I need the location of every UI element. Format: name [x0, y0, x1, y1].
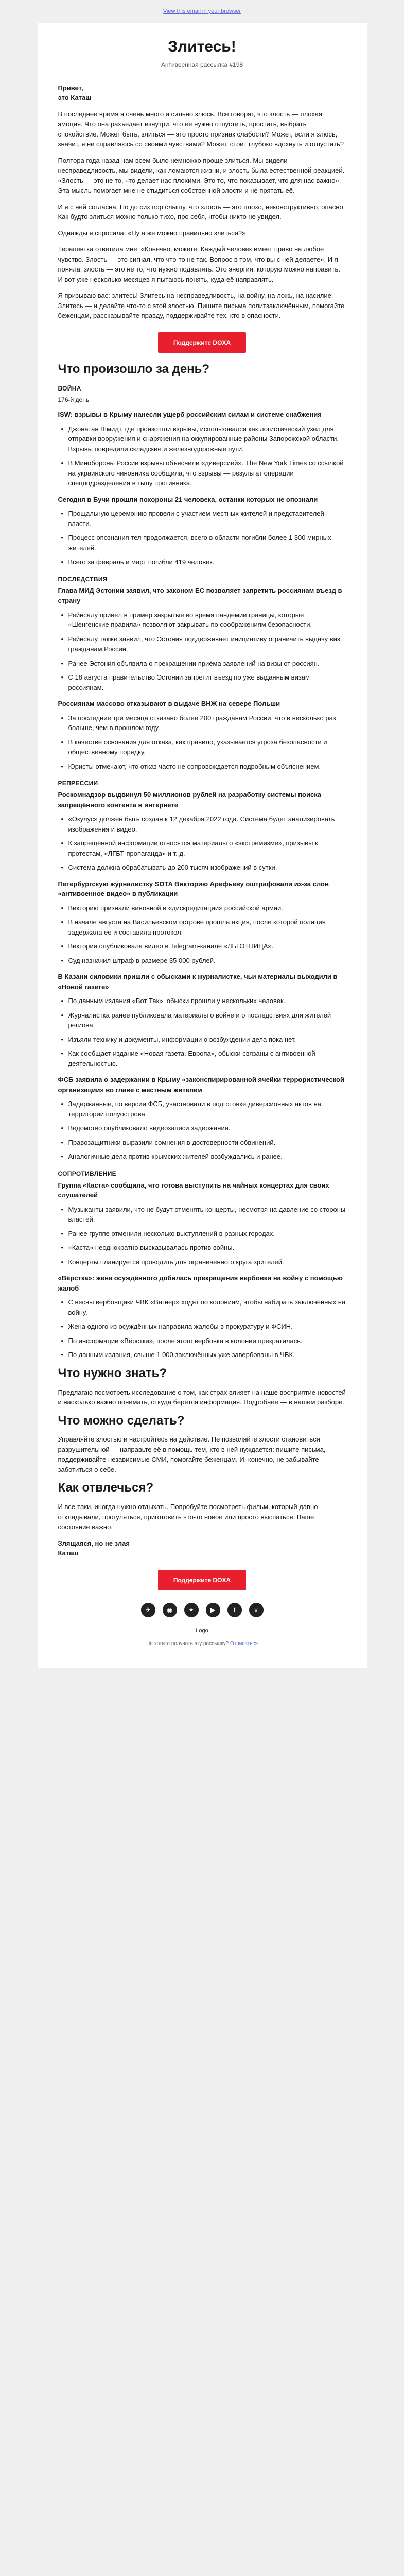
news-list — [58, 509, 346, 567]
news-list — [58, 903, 346, 966]
list-item: • Рейнсалу привёл в пример закрытые во время пандемии границы, которые «Шенгенские правила» позволяют закрывать по соображениям безопасности. — [58, 610, 346, 630]
news-block-title: Группа «Каста» сообщила, что готова выступить на чайных концертах для своих слушателей — [58, 1181, 329, 1199]
intro-paragraph-3: И я с ней согласна. Но до сих пор слышу, что злость — это плохо, неконструктивно, опасно. Как будто злиться можно только тихо, про себя, чтобы никто не увидел. — [58, 202, 345, 221]
instagram-icon[interactable]: ◉ — [163, 1603, 177, 1617]
youtube-icon[interactable]: ▶ — [206, 1603, 220, 1617]
list-item: • Аналогичные дела против крымских жителей возбуждались и ранее. — [58, 1151, 346, 1162]
news-list — [58, 814, 346, 873]
list-item: • Рейнсалу также заявил, что Эстония поддерживает инициативу ограничить выдачу виз гражданам России. — [58, 634, 346, 654]
list-item: • Система должна обрабатывать до 200 тысяч изображений в сутки. — [58, 862, 346, 873]
news-block-title: Петербургскую журналистку SOTA Викторию Арефьеву оштрафовали из-за слов «антивоенное видео» в публикации — [58, 879, 329, 898]
list-item: • Ведомство опубликовало видеозаписи задержания. — [58, 1123, 346, 1133]
list-item: • В начале августа на Васильевском острове прошла акция, после которой полиция задержала её и составила протокол. — [58, 917, 346, 937]
support-doxa-button[interactable]: Поддержите DOXA — [158, 332, 246, 353]
war-label: ВОЙНА — [58, 385, 81, 393]
list-item: • Жена одного из осуждённых направила жалобы в прокуратуру и ФСИН. — [58, 1321, 346, 1332]
list-item: • По данным издания «Вот Так», обыски прошли у нескольких человек. — [58, 996, 346, 1006]
topbar — [0, 0, 404, 23]
news-list — [58, 713, 346, 772]
news-list — [58, 1205, 346, 1267]
list-item: • С весны вербовщики ЧВК «Вагнер» ходят по колониям, чтобы набирать заключённых на войну. — [58, 1297, 346, 1317]
support-doxa-button-bottom[interactable]: Поддержите DOXA — [158, 1570, 246, 1590]
news-block-title: В Казани силовики пришли с обысками к журналистке, чьи материалы выходили в «Новой газете» — [58, 973, 338, 991]
list-item: • Музыканты заявили, что не будут отменять концерты, несмотря на давление со стороны властей. — [58, 1205, 346, 1225]
resistance-label: СОПРОТИВЛЕНИЕ — [58, 1170, 116, 1177]
email-subtitle: Антивоенная рассылка #198 — [161, 61, 243, 69]
telegram-icon[interactable]: ✈ — [141, 1603, 155, 1617]
section-heading-relax: Как отвлечься? — [58, 1481, 154, 1495]
section-heading-what-to-know: Что нужно знать? — [58, 1366, 167, 1380]
list-item: • Виктория опубликовала видео в Telegram-канале «ЛЬГОТНИЦА». — [58, 941, 346, 952]
greeting: Привет, это Каташ — [58, 83, 92, 101]
list-item: • «Окулус» должен быть создан к 12 декабря 2022 года. Система будет анализировать изображения и видео. — [58, 814, 346, 834]
unsubscribe-text: Не хотите получать эту рассылку? — [146, 1641, 229, 1647]
list-item: • Процесс опознания тел продолжается, всего в области погибли более 1 300 мирных жителей. — [58, 533, 346, 553]
list-item: • По информации «Вёрстки», после этого вербовка в колонии прекратилась. — [58, 1336, 346, 1346]
list-item: • В качестве основания для отказа, как правило, указывается угроза безопасности и общественному порядку. — [58, 737, 346, 757]
news-block-title: Роскомнадзор выдвинул 50 миллионов рублей на разработку системы поиска запрещённого контента в интернете — [58, 791, 321, 809]
list-item: • Прощальную церемонию провели с участием местных жителей и представителей власти. — [58, 509, 346, 529]
list-item: • Юристы отмечают, что отказ часто не сопровождается подробным объяснением. — [58, 761, 346, 772]
list-item: • Как сообщает издание «Новая газета. Европа», обыски связаны с антивоенной деятельностью. — [58, 1048, 346, 1069]
list-item: • Концерты планируется проводить для ограниченного круга зрителей. — [58, 1257, 346, 1267]
unsubscribe-line — [58, 1640, 346, 1648]
repression-label: РЕПРЕССИИ — [58, 779, 98, 787]
intro-paragraph-5: Терапевтка ответила мне: «Конечно, можете. Каждый человек имеет право на любое чувство. Злость — это сигнал, что что-то не так. Вопрос в том, что вы с ней делаете». И я поняла: злость — это не то, что нужно подавлять. Это энергия, которую можно направить. И вот уже несколько месяцев я пытаюсь понять, куда её направлять. — [58, 245, 340, 283]
list-item: • Викторию признали виновной в «дискредитации» российской армии. — [58, 903, 346, 913]
list-item: • Всего за февраль и март погибли 419 человек. — [58, 557, 346, 567]
section-heading-what-happened: Что произошло за день? — [58, 362, 210, 376]
view-in-browser-link[interactable]: View this email in your browser — [163, 8, 241, 14]
section-heading-what-to-do: Что можно сделать? — [58, 1413, 185, 1428]
list-item: • Журналистка ранее публиковала материалы о войне и о последствиях для жителей региона. — [58, 1010, 346, 1030]
news-list — [58, 610, 346, 693]
sign-off: Злящаяся, но не злая Каташ — [58, 1539, 130, 1557]
news-block-title: Сегодня в Бучи прошли похороны 21 человека, останки которых не опознали — [58, 495, 318, 503]
what-to-know-paragraph: Предлагаю посмотреть исследование о том, как страх влияет на наше восприятие новостей и насколько важно понимать, откуда берётся информация. Подробнее — в нашем разборе. — [58, 1388, 346, 1406]
cta-wrap-top — [58, 332, 346, 353]
list-item: • «Каста» неоднократно высказывалась против войны. — [58, 1243, 346, 1253]
unsubscribe-link[interactable]: Отписаться — [230, 1641, 258, 1647]
what-to-do-paragraph: Управляйте злостью и настройтесь на действие. Не позволяйте злости становиться разрушительной — направьте её в помощь тем, кто в ней нуждается: пишите письма, поддерживайте независимые СМИ, помогайте беженцам. И, конечно, не забывайте заботиться о себе. — [58, 1435, 326, 1473]
news-block-title: ISW: взрывы в Крыму нанесли ущерб российским силам и системе снабжения — [58, 411, 322, 419]
list-item: • По данным издания, свыше 1 000 заключённых уже завербованы в ЧВК. — [58, 1350, 346, 1360]
list-item: • В Минобороны России взрывы объяснили «диверсией». The New York Times со ссылкой на украинского чиновника сообщила, что взрывы — результат операции спецподразделения в тылу противника. — [58, 458, 346, 488]
footer-logo: Logo — [196, 1627, 208, 1634]
news-block-title: Глава МИД Эстонии заявил, что законом ЕС позволяет запретить россиянам въезд в страну — [58, 586, 342, 605]
list-item: • К запрещённой информации относятся материалы о «экстремизме», призывы к протестам, «ЛГБТ-пропаганда» и т. д. — [58, 838, 346, 858]
list-item: • С 18 августа правительство Эстонии запретит въезд по уже выданным визам россиянам. — [58, 672, 346, 692]
news-block-title: ФСБ заявила о задержании в Крыму «законспирированной ячейки террористической организации» во главе с местным жителем — [58, 1076, 344, 1094]
email-card — [38, 23, 367, 1668]
news-block-title: «Вёрстка»: жена осуждённого добилась прекращения вербовки на войну с помощью жалоб — [58, 1274, 343, 1292]
news-block-title: Россиянам массово отказывают в выдаче ВНЖ на севере Польши — [58, 700, 280, 708]
cta-wrap-bottom — [58, 1570, 346, 1590]
news-list — [58, 1297, 346, 1360]
intro-paragraph-1: В последнее время я очень много и сильно злюсь. Все говорят, что злость — плохая эмоция. Что она разъедает изнутри, что её нужно отпустить, простить, выбрать спокойствие. Может быть, злиться — это просто признак слабости? Может, если я злюсь, значит, я не справляюсь со своими чувствами? Может, стоит глубоко вдохнуть и отпустить? — [58, 110, 344, 148]
vk-icon[interactable]: v — [249, 1603, 264, 1617]
list-item: • Джонатан Шмидт, где произошли взрывы, использовался как логистический узел для отправки вооружения и снаряжения на оккупированные районы Запорожской области. Взрывы повредили складские и железнодорожные пути. — [58, 424, 346, 454]
list-item: • Изъяли технику и документы, информации о возбуждении дела пока нет. — [58, 1035, 346, 1045]
list-item: • Ранее группе отменили несколько выступлений в разных городах. — [58, 1229, 346, 1239]
list-item: • Ранее Эстония объявила о прекращении приёма заявлений на визы от россиян. — [58, 658, 346, 669]
list-item: • За последние три месяца отказано более 200 гражданам России, что в несколько раз больше, чем в прошлом году. — [58, 713, 346, 733]
email-title: Злитесь! — [168, 38, 236, 55]
war-day: 176-й день — [58, 396, 90, 404]
facebook-icon[interactable]: f — [227, 1603, 242, 1617]
twitter-icon[interactable]: ✦ — [184, 1603, 199, 1617]
consequences-label: ПОСЛЕДСТВИЯ — [58, 575, 108, 583]
news-list — [58, 996, 346, 1069]
intro-paragraph-2: Полтора года назад нам всем было немножко проще злиться. Мы видели несправедливость, мы видели, как ломаются жизни, и злость была естественной реакцией. «Злость — это не то, что делает нас плохими. Это то, что показывает, что для нас важно». Эта мысль помогает мне не стыдиться собственной злости и не прятать её. — [58, 156, 345, 194]
social-icons — [58, 1603, 346, 1617]
intro-paragraph-6: Я призываю вас: злитесь! Злитесь на несправедливость, на войну, на ложь, на насилие. Злитесь — и делайте что-то с этой злостью. Пишите письма политзаключённым, помогайте беженцам, рассказывайте правду, поддерживайте тех, кто в опасности. — [58, 292, 345, 319]
news-list — [58, 424, 346, 488]
list-item: • Суд назначил штраф в размере 35 000 рублей. — [58, 956, 346, 966]
news-list — [58, 1099, 346, 1162]
relax-paragraph: И все-таки, иногда нужно отдыхать. Попробуйте посмотреть фильм, который давно откладывали, прогуляться, приготовить что-то новое или просто выспаться. Ваше состояние важно. — [58, 1503, 318, 1531]
list-item: • Правозащитники выразили сомнения в достоверности обвинений. — [58, 1138, 346, 1148]
list-item: • Задержанные, по версии ФСБ, участвовали в подготовке диверсионных актов на территории полуострова. — [58, 1099, 346, 1119]
intro-paragraph-4: Однажды я спросила: «Ну а же можно правильно злиться?» — [58, 229, 246, 237]
